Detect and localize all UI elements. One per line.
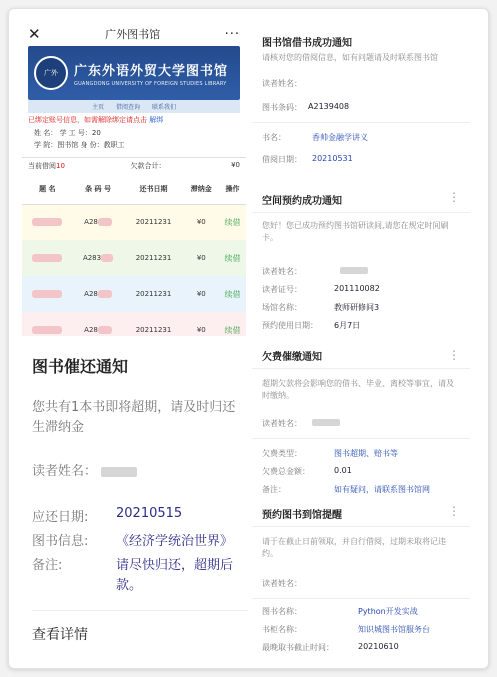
- col-action: 操作: [219, 174, 246, 204]
- fine-cell: ¥0: [184, 240, 219, 276]
- divider: [252, 212, 470, 213]
- user-info-name: 姓 名： 学 工 号：20: [34, 129, 101, 137]
- venue-row: [262, 302, 380, 313]
- book-title-row: [262, 132, 368, 143]
- loan-summary: [22, 157, 246, 174]
- library-name: 广东外语外贸大学图书馆: [74, 63, 229, 79]
- overdue-desc-line2: 生滞纳金: [32, 420, 85, 435]
- venue-label: 场馆名称：: [262, 303, 302, 312]
- fine-cell: ¥0: [184, 312, 219, 336]
- card-description: 超期欠款将会影响您的借书、毕业、离校等事宜，请及时缴纳。: [262, 379, 454, 400]
- card-title: 预约图书到馆提醒: [262, 510, 342, 521]
- reader-name-label: 读者姓名：: [32, 464, 98, 479]
- library-phone-page: [22, 22, 246, 336]
- shelf-row: [262, 624, 430, 635]
- loan-table: [22, 174, 246, 336]
- reader-name-label: 读者姓名：: [262, 267, 302, 276]
- more-icon[interactable]: ⋮: [448, 348, 460, 362]
- deadline-label: 最晚取书截止时间：: [262, 643, 334, 652]
- deadline-value: 20210610: [358, 642, 399, 651]
- current-loans-count: 10: [56, 162, 65, 170]
- fee-type-value: 图书超期、赔书等: [334, 449, 398, 458]
- due-date-cell: 20211231: [123, 240, 183, 276]
- table-row: [22, 312, 246, 336]
- reserved-book-card: [252, 496, 470, 662]
- due-date-label: 应还日期:: [32, 510, 89, 525]
- fee-reminder-card: [252, 342, 470, 494]
- binding-notice-text: 已绑定账号信息，如需解除绑定请点击: [28, 116, 147, 124]
- reader-name-label: 读者姓名：: [262, 79, 302, 88]
- divider: [252, 122, 470, 123]
- col-title: 题 名: [22, 174, 73, 204]
- remark-value-cont: 款。: [116, 578, 143, 593]
- page-title: 广外图书馆: [105, 28, 161, 41]
- card-description: 请核对您的借阅信息，如有问题请及时联系图书馆: [262, 53, 438, 62]
- table-row: [22, 240, 246, 276]
- barcode-cell: A28: [84, 218, 98, 227]
- card-description: 请于在截止日前领取，并自行借阅，过期未取将记违约。: [262, 537, 446, 558]
- barcode-value: A2139408: [308, 102, 350, 111]
- library-banner: [28, 46, 240, 100]
- fee-amount-row: [262, 466, 352, 477]
- fine-total-value: ¥0: [231, 161, 240, 169]
- barcode-cell: A28: [84, 326, 98, 334]
- shelf-label: 书柜名称：: [262, 625, 302, 634]
- redacted-title: [32, 326, 62, 334]
- reader-name-row: [32, 460, 137, 479]
- tab-home[interactable]: 主页: [91, 104, 104, 111]
- barcode-cell: A28: [84, 290, 98, 298]
- card-title: 欠费催缴通知: [262, 352, 322, 363]
- renew-button[interactable]: 续借: [224, 217, 241, 227]
- card-number-value: 201110082: [334, 284, 380, 293]
- remark-row: [262, 484, 430, 494]
- redacted-title: [32, 290, 62, 298]
- divider: [252, 526, 470, 527]
- reader-name-label: 读者姓名：: [262, 579, 302, 588]
- col-due-date: 还书日期: [123, 174, 183, 204]
- book-info-value: 《经济学统治世界》: [116, 534, 234, 549]
- due-date-row: [32, 506, 183, 525]
- use-date-value: 6月7日: [334, 321, 361, 330]
- book-title-value: 香帅金融学讲义: [312, 133, 368, 142]
- remark-value: 请尽快归还，超期后: [116, 558, 234, 573]
- barcode-cell: A283: [82, 254, 102, 262]
- redacted-title: [32, 254, 62, 262]
- redacted-title: [32, 218, 62, 226]
- book-title-label: 书名：: [262, 133, 286, 142]
- reader-name-row: [262, 578, 302, 589]
- unbind-link[interactable]: 解绑: [149, 116, 164, 124]
- card-number-label: 读者证号：: [262, 285, 302, 294]
- divider: [32, 610, 248, 611]
- fine-cell: ¥0: [184, 204, 219, 240]
- borrow-date-label: 借阅日期：: [262, 155, 302, 164]
- book-name-value: Python开发实战: [358, 607, 418, 616]
- reader-name-row: [262, 78, 302, 89]
- overdue-title: 图书催还通知: [32, 357, 129, 376]
- current-loans-label: 当前借阅: [28, 162, 56, 170]
- barcode-row: [262, 102, 350, 113]
- remark-label: 备注:: [32, 558, 63, 573]
- redacted-reader-name: [312, 419, 340, 426]
- more-icon[interactable]: ⋮: [448, 504, 460, 518]
- view-details-link[interactable]: 查看详情: [32, 627, 88, 643]
- book-info-label: 图书信息:: [32, 534, 89, 549]
- borrow-date-row: [262, 154, 353, 165]
- fine-cell: ¥0: [184, 276, 219, 312]
- book-name-label: 图书名称：: [262, 607, 302, 616]
- redacted-reader-name: [101, 467, 137, 477]
- library-name-en: GUANGDONG UNIVERSITY OF FOREIGN STUDIES LIBRARY: [74, 80, 227, 87]
- fee-amount-label: 欠费总金额：: [262, 467, 310, 476]
- renew-button[interactable]: 续借: [224, 289, 241, 299]
- reader-name-row: [262, 418, 302, 429]
- close-icon[interactable]: ✕: [28, 24, 41, 43]
- tab-loan-query[interactable]: 借阅查询: [115, 104, 140, 111]
- card-description: 您好！您已成功预约图书馆研读间,请您在规定时间刷卡。: [262, 221, 449, 242]
- fee-amount-value: 0.01: [334, 466, 352, 475]
- book-info-row: [32, 530, 234, 549]
- space-reservation-card: [252, 182, 470, 336]
- phone-title-bar: [22, 22, 246, 46]
- venue-value: 教师研修间3: [334, 303, 380, 312]
- divider: [252, 368, 470, 369]
- tab-contact[interactable]: 联系我们: [152, 104, 177, 111]
- user-info-dept: 学 院：图书馆 身 份：教职工: [34, 141, 125, 149]
- card-title: 空间预约成功通知: [262, 196, 342, 207]
- overdue-desc-line1: 您共有1本书即将超期，请及时归还: [32, 400, 236, 415]
- more-icon[interactable]: ···: [224, 26, 240, 42]
- col-fine: 滞纳金: [184, 174, 219, 204]
- table-row: [22, 204, 246, 240]
- table-header: [22, 174, 246, 204]
- reader-name-row: [262, 266, 302, 277]
- remark-label: 备注：: [262, 485, 286, 494]
- card-number-row: [262, 284, 380, 295]
- deadline-row: [262, 642, 399, 653]
- use-date-row: [262, 320, 361, 331]
- renew-button[interactable]: 续借: [224, 253, 241, 263]
- overdue-description: [32, 398, 248, 438]
- col-barcode: 条 码 号: [73, 174, 124, 204]
- due-date-cell: 20211231: [123, 204, 183, 240]
- borrow-date-value: 20210531: [312, 154, 353, 163]
- fee-type-label: 欠费类型：: [262, 449, 302, 458]
- due-date-cell: 20211231: [123, 312, 183, 336]
- remark-row: [32, 554, 234, 573]
- due-date-cell: 20211231: [123, 276, 183, 312]
- reader-name-label: 读者姓名：: [262, 419, 302, 428]
- redacted-reader-name: [340, 267, 368, 274]
- more-icon[interactable]: ⋮: [448, 190, 460, 204]
- book-name-row: [262, 606, 418, 617]
- barcode-label: 图书条码：: [262, 103, 302, 112]
- use-date-label: 预约使用日期：: [262, 321, 318, 330]
- fee-type-row: [262, 448, 398, 459]
- binding-notice: [22, 113, 246, 127]
- shelf-value: 知识城图书馆服务台: [358, 625, 430, 634]
- university-seal-icon: 广外: [34, 56, 68, 90]
- due-date-value: 20210515: [116, 506, 183, 521]
- borrow-success-card: [252, 22, 470, 176]
- divider: [252, 438, 470, 439]
- table-row: [22, 276, 246, 312]
- fine-total-label: 欠款合计：: [130, 162, 166, 170]
- divider: [252, 598, 470, 599]
- remark-value: 如有疑问，请联系图书馆网: [334, 485, 430, 494]
- overdue-notice-card: [12, 342, 248, 660]
- renew-button[interactable]: 续借: [224, 325, 241, 335]
- nav-tabs: [28, 100, 240, 113]
- card-title: 图书馆借书成功通知: [262, 38, 352, 49]
